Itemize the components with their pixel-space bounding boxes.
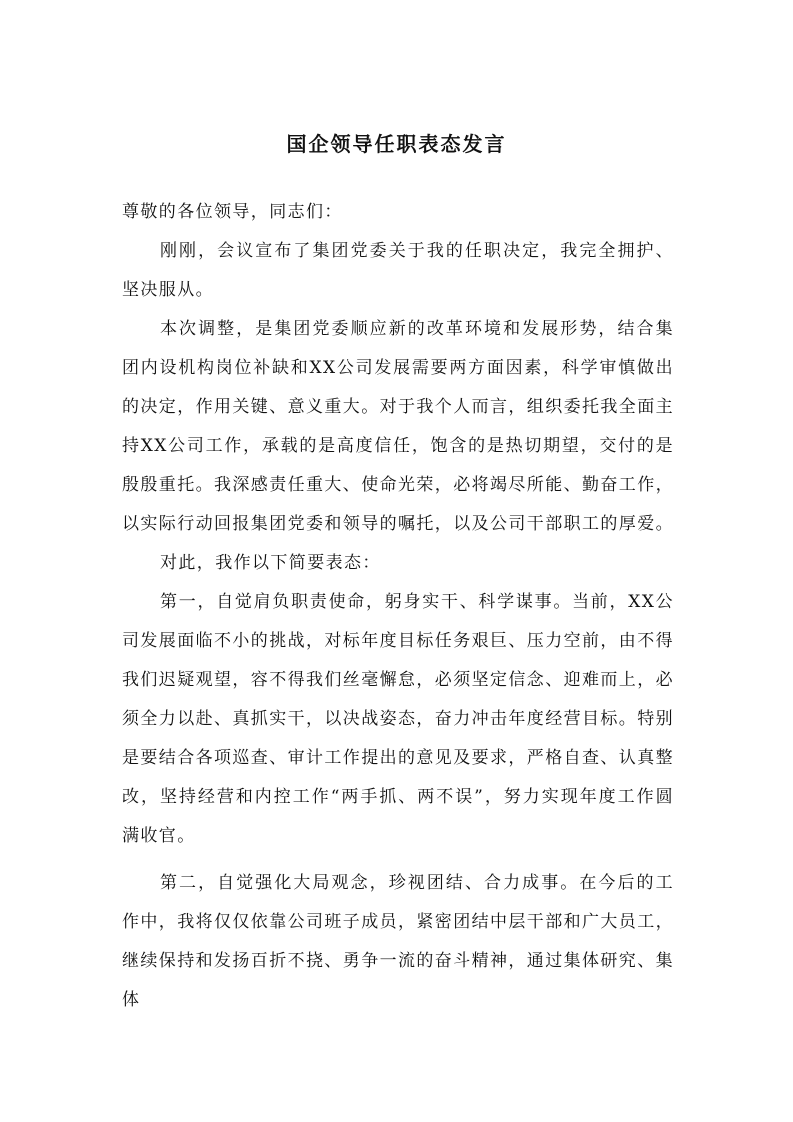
paragraph-4: 第一，自觉肩负职责使命，躬身实干、科学谋事。当前，XX公司发展面临不小的挑战，对标年度目标任务艰巨、压力空前，由不得我们迟疑观望，容不得我们丝毫懈怠，必须坚定信念、迎难而上，必须全力以赴、真抓实干，以决战姿态，奋力冲击年度经营目标。特别是要结合各项巡查、审计工作提出的意见及要求，严格自查、认真整改，坚持经营和内控工作“两手抓、两不误”，努力实现年度工作圆满收官。 xyxy=(122,592,674,846)
document-title: 国企领导任职表态发言 xyxy=(286,132,507,156)
paragraph-1: 刚刚，会议宣布了集团党委关于我的任职决定，我完全拥护、坚决服从。 xyxy=(122,241,674,300)
document-body xyxy=(122,193,674,1020)
paragraph-3: 对此，我作以下简要表态： xyxy=(160,553,381,573)
paragraph-5: 第二，自觉强化大局观念，珍视团结、合力成事。在今后的工作中，我将仅仅依靠公司班子成员，紧密团结中层干部和广大员工，继续保持和发扬百折不挠、勇争一流的奋斗精神，通过集体研究、集体 xyxy=(122,873,674,1010)
paragraph-2: 本次调整，是集团党委顺应新的改革环境和发展形势，结合集团内设机构岗位补缺和XX公司发展需要两方面因素，科学审慎做出的决定，作用关键、意义重大。对于我个人而言，组织委托我全面主持XX公司工作，承载的是高度信任，饱含的是热切期望，交付的是殷殷重托。我深感责任重大、使命光荣，必将竭尽所能、勤奋工作，以实际行动回报集团党委和领导的嘱托，以及公司干部职工的厚爱。 xyxy=(122,319,674,534)
salutation: 尊敬的各位领导，同志们： xyxy=(122,202,343,222)
